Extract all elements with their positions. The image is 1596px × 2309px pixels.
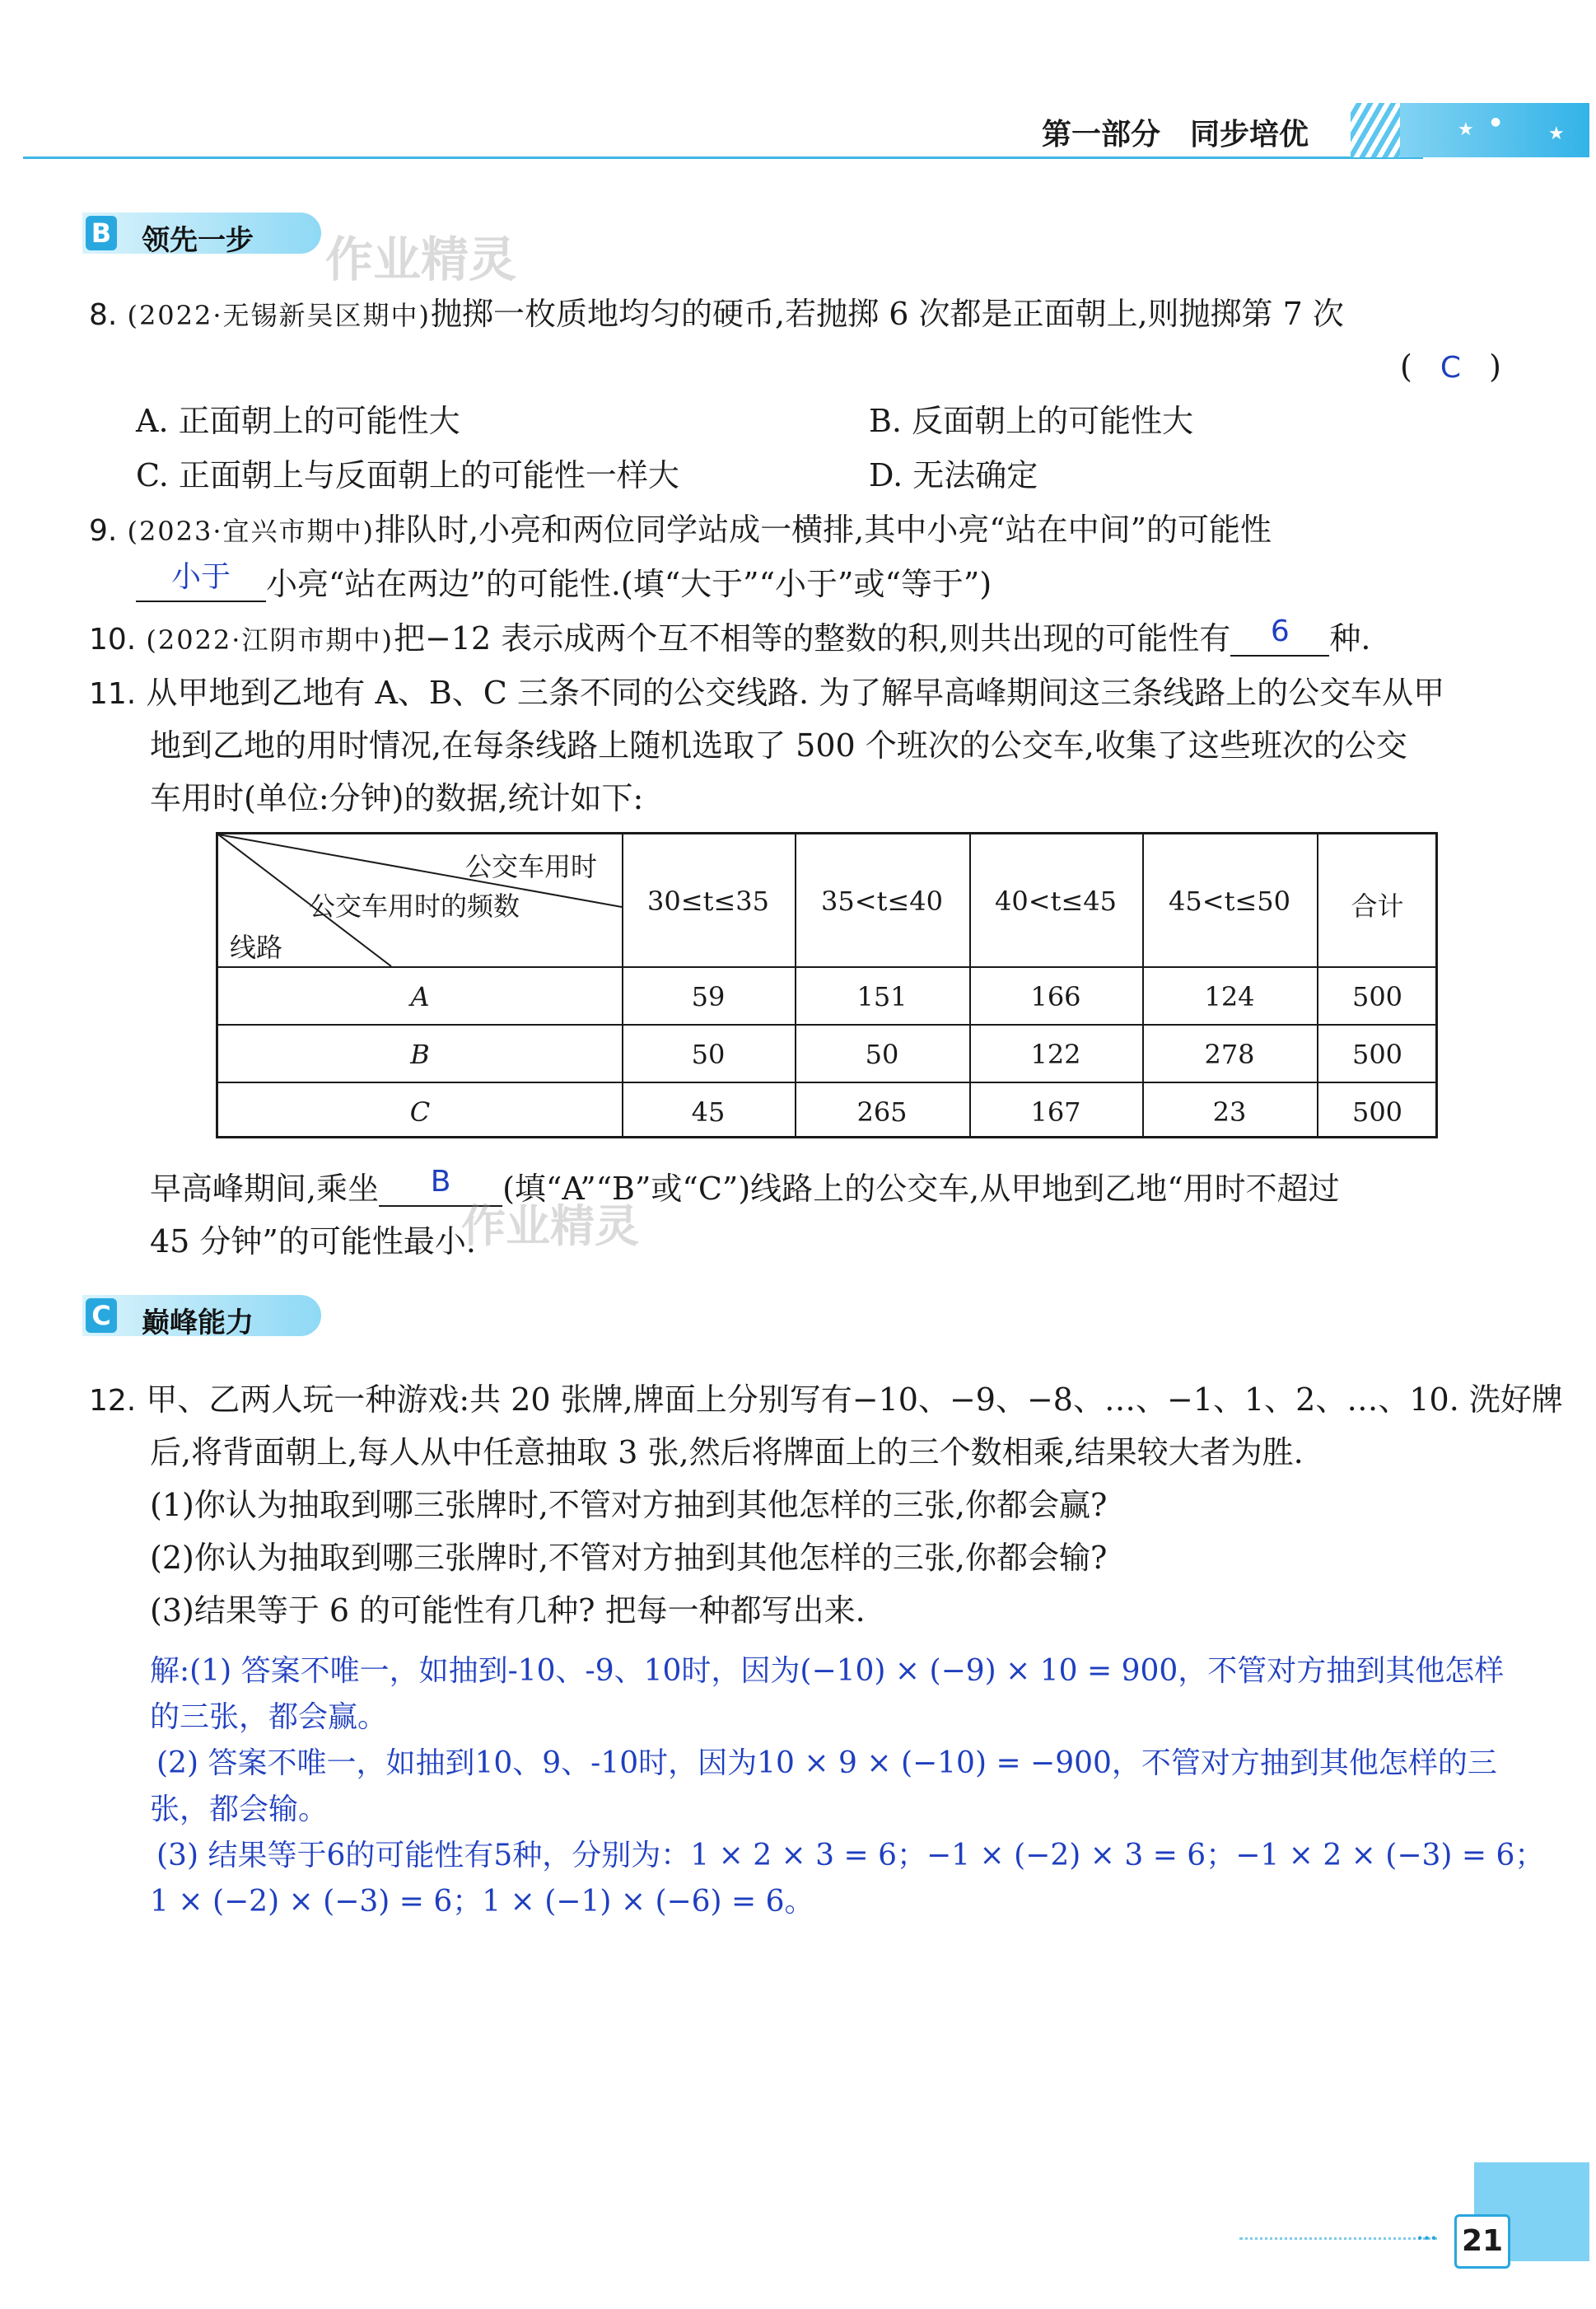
dot-icon: ● [1491,115,1501,129]
header-stripes [1351,103,1400,157]
solution-line: 张，都会输。 [150,1793,329,1826]
header-40-45: 40<t≤45 [995,886,1117,917]
row-b-label: B [410,1039,430,1070]
solution-line: (3) 结果等于6的可能性有5种，分别为：1 × 2 × 3 = 6；−1 × (−2) × 3 = 6；−1 × 2 × (−3) = 6； [156,1839,1545,1872]
section-b-tab [82,203,329,257]
watermark: 作业精灵 [325,231,517,287]
q9-blank [136,560,266,602]
header-35-40: 35<t≤40 [821,886,943,917]
corner-mid-label: 公交车用时的频数 [309,890,520,922]
q12-line1: 12. 甲、乙两人玩一种游戏:共 20 张牌,牌面上分别写有−10、−9、−8、…、−1、1、2、…、10. 洗好牌 [89,1381,1563,1418]
q9-line: 9. (2023·宜兴市期中)排队时,小亮和两位同学站成一横排,其中小亮“站在中间”的可能性 [89,512,1272,548]
footer-dotted-line [1239,2237,1437,2240]
q9-text2: 小亮“站在两边”的可能性.(填“大于”“小于”或“等于”) [266,566,992,602]
page-number: 21 [1454,2214,1510,2269]
cell: 500 [1351,1096,1403,1128]
q12-part3: (3)结果等于 6 的可能性有几种? 把每一种都写出来. [150,1592,866,1629]
footer-dots: ··· [1416,2226,1438,2250]
q8-text: 抛掷一枚质地均匀的硬币,若抛掷 6 次都是正面朝上,则抛掷第 7 次 [431,296,1344,332]
q8-option-b: B. 反面朝上的可能性大 [869,403,1194,439]
cell: 278 [1204,1039,1255,1070]
star-icon: ★ [1458,119,1474,140]
cell: 124 [1204,981,1255,1012]
solution-line: 的三张，都会赢。 [150,1700,388,1734]
header-total: 合计 [1351,890,1404,922]
header-45-50: 45<t≤50 [1169,886,1290,917]
frequency-table [216,832,1438,1138]
q8-answer-bracket: ( C ) [1400,348,1501,385]
cell: 50 [865,1039,899,1070]
section-c-letter: C [86,1298,117,1333]
section-c-name: 巅峰能力 [142,1306,254,1339]
cell: 122 [1030,1039,1081,1070]
q11-line2: 地到乙地的用时情况,在每条线路上随机选取了 500 个班次的公交车,收集了这些班次的公交 [150,727,1407,764]
q8-option-a: A. 正面朝上的可能性大 [136,403,460,439]
q9-source: (2023·宜兴市期中) [127,516,376,547]
section-c-tab [82,1285,329,1339]
q9-text: 排队时,小亮和两位同学站成一横排,其中小亮“站在中间”的可能性 [375,512,1272,548]
q9-line2 [136,560,992,602]
q10-blank [1230,615,1329,657]
star-icon: ★ [1548,124,1565,144]
header-rule [23,157,1423,159]
cell: 500 [1351,981,1403,1012]
q10-text2: 种. [1329,620,1371,657]
q11-line3: 车用时(单位:分钟)的数据,统计如下: [150,780,644,816]
cell: 500 [1351,1039,1403,1070]
q10-source: (2022·江阴市期中) [146,624,394,656]
row-a-label: A [410,981,430,1012]
row-c-label: C [409,1096,431,1128]
cell: 23 [1212,1096,1247,1128]
q11-line1: 11. 从甲地到乙地有 A、B、C 三条不同的公交线路. 为了解早高峰期间这三条线路上的公交车从甲 [89,675,1445,711]
cell: 167 [1030,1096,1081,1128]
corner-bottom-label: 线路 [230,932,283,963]
q11-after-line1: 早高峰期间,乘坐 B (填“A”“B”或“C”)线路上的公交车,从甲地到乙地“用时不超过 [150,1165,1340,1207]
q10-answer: 6 [1270,615,1290,648]
q8-line [89,298,1344,330]
solution-line: 1 × (−2) × (−3) = 6；1 × (−1) × (−6) = 6。 [150,1885,814,1919]
q10-text: 把−12 表示成两个互不相等的整数的积,则共出现的可能性有 [393,620,1231,657]
cell: 45 [691,1096,726,1128]
watermark: 作业精灵 [461,1200,639,1252]
q10-line: 10. (2022·江阴市期中)把−12 表示成两个互不相等的整数的积,则共出现的可能性有 6 种. [89,615,1371,657]
section-b-letter: B [86,216,117,250]
cell: 50 [691,1039,726,1070]
q12-line2: 后,将背面朝上,每人从中任意抽取 3 张,然后将牌面上的三个数相乘,结果较大者为胜. [150,1434,1304,1470]
q8-number: 8. [89,298,118,332]
q11-after-line2: 45 分钟”的可能性最小. [150,1223,476,1260]
cell: 265 [856,1096,908,1128]
solution-line: 解:(1) 答案不唯一，如抽到-10、-9、10时，因为(−10) × (−9) × 10 = 900，不管对方抽到其他怎样 [150,1654,1505,1688]
q12-part2: (2)你认为抽取到哪三张牌时,不管对方抽到其他怎样的三张,你都会输? [150,1540,1108,1576]
section-b-name: 领先一步 [142,224,254,257]
solution-line: (2) 答案不唯一，如抽到10、9、-10时，因为10 × 9 × (−10) = −900，不管对方抽到其他怎样的三 [156,1746,1497,1780]
q8-option-d: D. 无法确定 [869,457,1038,493]
page-header-title: 第一部分 同步培优 [1042,118,1309,152]
q11-answer: B [430,1165,451,1199]
q8-option-c: C. 正面朝上与反面朝上的可能性一样大 [136,457,679,493]
q9-answer: 小于 [170,560,231,594]
cell: 59 [691,981,726,1012]
corner-top-label: 公交车用时 [465,851,598,882]
header-30-35: 30≤t≤35 [647,886,769,917]
q8-source: (2022·无锡新吴区期中) [127,300,432,331]
cell: 166 [1030,981,1081,1012]
q12-part1: (1)你认为抽取到哪三张牌时,不管对方抽到其他怎样的三张,你都会赢? [150,1487,1108,1523]
q8-answer: C [1440,351,1462,385]
cell: 151 [856,981,908,1012]
